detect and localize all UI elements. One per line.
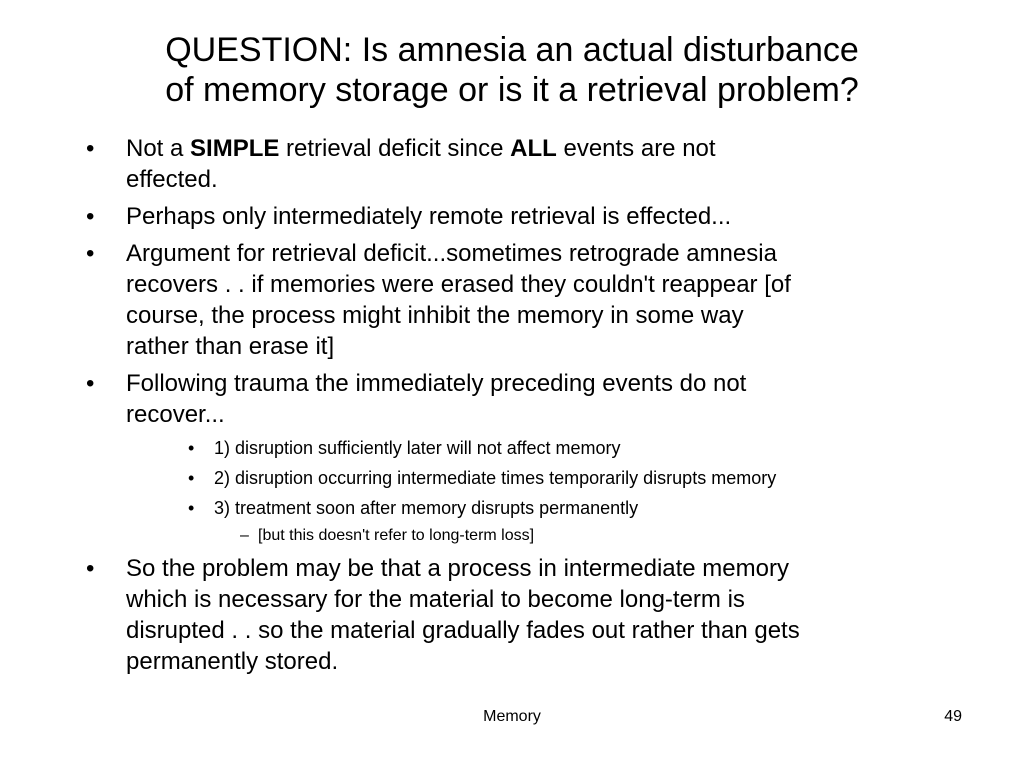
bullet-text-line: Following trauma the immediately preceding events do not xyxy=(126,370,747,397)
page-number: 49 xyxy=(944,708,962,725)
text-segment: Not a xyxy=(126,135,191,162)
bullet-text-line xyxy=(126,133,946,164)
sub-bullet-text: 2) disruption occurring intermediate times temporarily disrupts memory xyxy=(214,468,777,488)
bullet-text-line: Argument for retrieval deficit...sometimes retrograde amnesia xyxy=(126,240,777,267)
bullet-marker: • xyxy=(86,370,95,397)
bullet-marker: • xyxy=(188,468,195,488)
bullet-marker: • xyxy=(86,203,95,230)
sub-bullet-text: 3) treatment soon after memory disrupts permanently xyxy=(214,498,639,518)
bold-text: SIMPLE xyxy=(190,135,280,162)
bullet-text-line: permanently stored. xyxy=(126,648,339,675)
bold-text: ALL xyxy=(510,135,557,162)
bullet-text-line: disrupted . . so the material gradually fades out rather than gets xyxy=(126,617,800,644)
bullet-marker: • xyxy=(188,498,195,518)
bullet-marker: • xyxy=(188,438,195,458)
title-line-2: of memory storage or is it a retrieval problem? xyxy=(165,71,859,109)
bullet-text-line: So the problem may be that a process in intermediate memory xyxy=(126,555,789,582)
bullet-text-line: Perhaps only intermediately remote retrieval is effected... xyxy=(126,203,732,230)
sub-bullet-text: 1) disruption sufficiently later will not affect memory xyxy=(214,438,621,458)
slide-title xyxy=(60,30,964,110)
title-line-1: QUESTION: Is amnesia an actual disturbance xyxy=(165,31,859,69)
bullet-marker: • xyxy=(86,555,95,582)
text-segment: retrieval deficit since xyxy=(279,135,511,162)
footer-title: Memory xyxy=(483,708,541,725)
bullet-text-line: recovers . . if memories were erased they couldn't reappear [of xyxy=(126,271,791,298)
text-segment: events are not xyxy=(556,135,716,162)
dash-marker: – xyxy=(240,527,249,544)
bullet-text-line: rather than erase it] xyxy=(126,333,335,360)
sub-sub-bullet-text: [but this doesn't refer to long-term loss] xyxy=(258,527,535,544)
bullet-text-line: recover... xyxy=(126,401,225,428)
bullet-text-line: effected. xyxy=(126,166,218,193)
bullet-text-line: course, the process might inhibit the memory in some way xyxy=(126,302,744,329)
bullet-marker: • xyxy=(86,240,95,267)
bullet-marker: • xyxy=(86,135,95,162)
bullet-text-line: which is necessary for the material to become long-term is xyxy=(126,586,745,613)
